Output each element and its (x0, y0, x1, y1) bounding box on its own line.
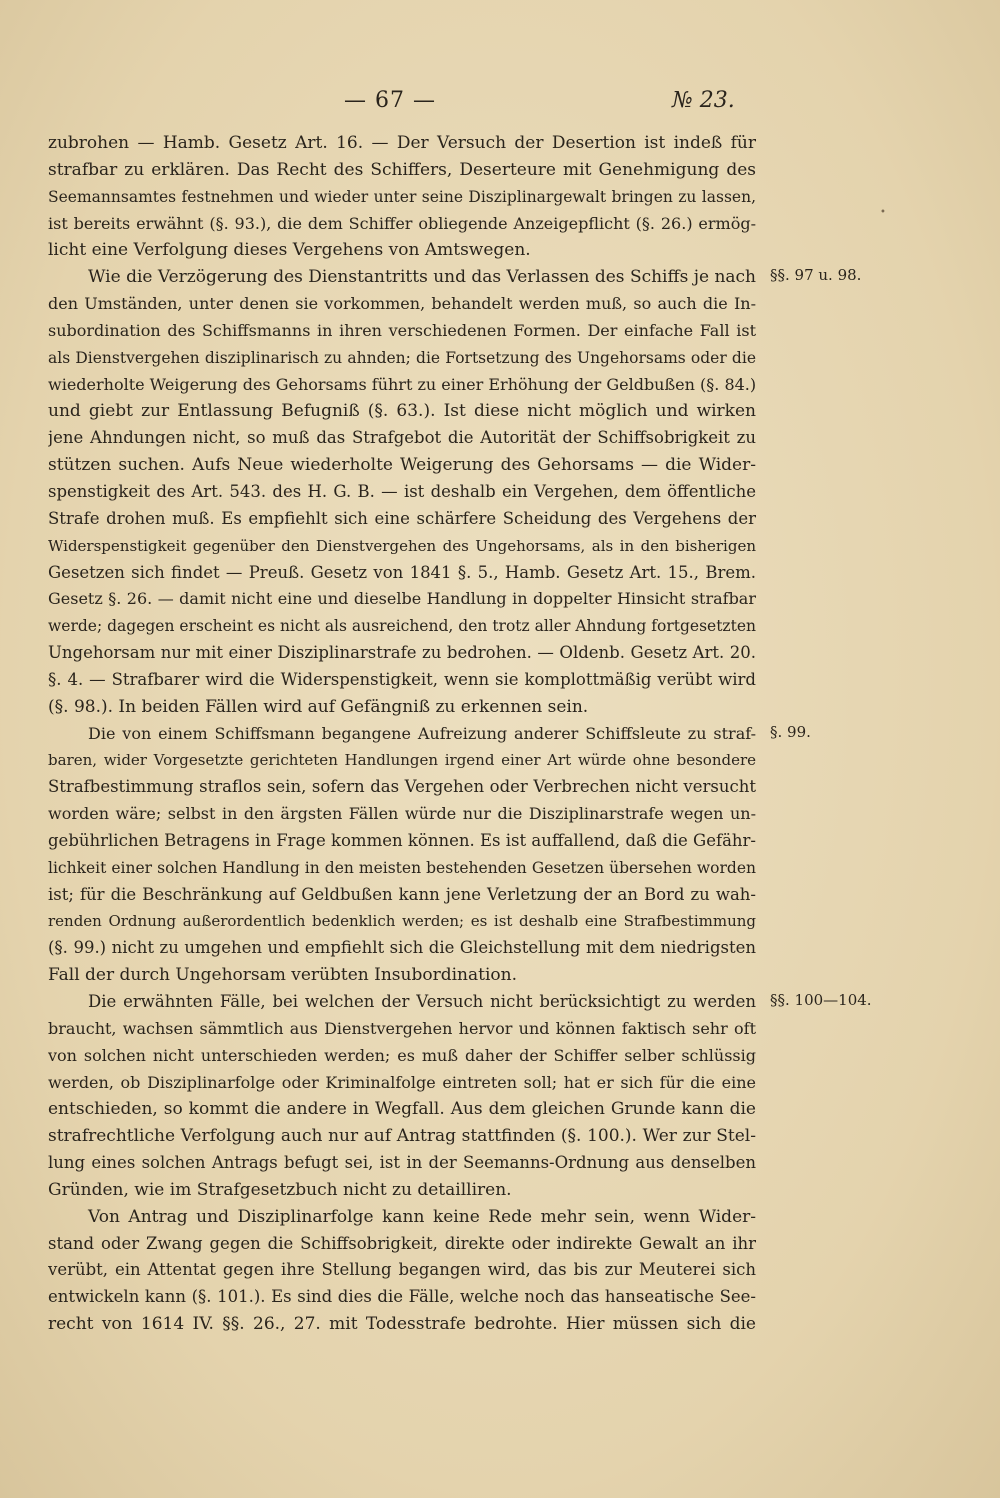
page-number: — 67 — (344, 88, 436, 113)
text-line: wiederholte Weigerung des Gehorsams führt zu einer Erhöhung der Geldbußen (§. 84.) (48, 374, 756, 394)
text-line: Gründen, wie im Strafgesetzbuch nicht zu detailliren. (48, 1179, 512, 1200)
text-line: ist bereits erwähnt (§. 93.), die dem Schiffer obliegende Anzeigepflicht (§. 26.) ermög- (48, 213, 756, 233)
margin-note: §§. 100—104. (770, 991, 872, 1010)
text-line: stützen suchen. Aufs Neue wiederholte Weigerung des Gehorsams — die Wider- (48, 455, 756, 476)
text-line: licht eine Verfolgung dieses Vergehens von Amtswegen. (48, 240, 531, 261)
text-line: §. 4. — Strafbarer wird die Widerspenstigkeit, wenn sie komplottmäßig verübt wird (48, 669, 756, 689)
text-line: Von Antrag und Disziplinarfolge kann keine Rede mehr sein, wenn Wider- (88, 1206, 756, 1227)
text-line: von solchen nicht unterschieden werden; es muß daher der Schiffer selber schlüssig (48, 1045, 756, 1065)
text-line: Seemannsamtes festnehmen und wieder unter seine Disziplinargewalt bringen zu lassen, (48, 187, 756, 206)
text-line: werde; dagegen erscheint es nicht als ausreichend, den trotz aller Ahndung fortgesetzten (48, 617, 756, 636)
margin-note: §. 99. (770, 722, 811, 741)
text-line: Die von einem Schiffsmann begangene Aufreizung anderer Schiffsleute zu straf- (88, 723, 756, 743)
text-line: Widerspenstigkeit gegenüber den Dienstvergehen des Ungehorsams, als in den bisherigen (48, 536, 756, 555)
text-line: stand oder Zwang gegen die Schiffsobrigkeit, direkte oder indirekte Gewalt an ihr (48, 1233, 756, 1253)
text-line: renden Ordnung außerordentlich bedenklich werden; es ist deshalb eine Strafbestimmung (48, 912, 756, 931)
text-line: Die erwähnten Fälle, bei welchen der Versuch nicht berücksichtigt zu werden (88, 992, 756, 1011)
text-line: werden, ob Disziplinarfolge oder Kriminalfolge eintreten soll; hat er sich für die eine (48, 1072, 756, 1092)
text-line: gebührlichen Betragens in Frage kommen können. Es ist auffallend, daß die Gefähr- (48, 830, 756, 850)
text-line: strafbar zu erklären. Das Recht des Schiffers, Deserteure mit Genehmigung des (48, 159, 756, 180)
text-line: entschieden, so kommt die andere in Wegfall. Aus dem gleichen Grunde kann die (48, 1099, 756, 1120)
text-line: als Dienstvergehen disziplinarisch zu ahnden; die Fortsetzung des Ungehorsams oder die (48, 348, 756, 367)
text-line: Ungehorsam nur mit einer Disziplinarstrafe zu bedrohen. — Oldenb. Gesetz Art. 20. (48, 643, 756, 663)
text-line: Strafbestimmung straflos sein, sofern das Vergehen oder Verbrechen nicht versucht (48, 777, 756, 797)
text-line: strafrechtliche Verfolgung auch nur auf Antrag stattfinden (§. 100.). Wer zur Stel- (48, 1126, 756, 1147)
text-line: (§. 98.). In beiden Fällen wird auf Gefängniß zu erkennen sein. (48, 696, 589, 717)
margin-note: §§. 97 u. 98. (770, 266, 862, 285)
text-line: verübt, ein Attentat gegen ihre Stellung begangen wird, das bis zur Meuterei sich (48, 1260, 756, 1280)
page-header (0, 88, 1000, 120)
text-line: ist; für die Beschränkung auf Geldbußen kann jene Verletzung der an Bord zu wah- (48, 884, 756, 904)
body-text (48, 130, 756, 1338)
text-line: worden wäre; selbst in den ärgsten Fällen würde nur die Disziplinarstrafe wegen un- (48, 804, 756, 824)
text-line: braucht, wachsen sämmtlich aus Dienstvergehen hervor und können faktisch sehr oft (48, 1018, 756, 1038)
text-line: den Umständen, unter denen sie vorkommen, behandelt werden muß, so auch die In- (48, 294, 756, 314)
text-line: lichkeit einer solchen Handlung in den meisten bestehenden Gesetzen übersehen worden (48, 858, 756, 877)
text-line: Fall der durch Ungehorsam verübten Insubordination. (48, 965, 517, 986)
text-line: Wie die Verzögerung des Dienstantritts und das Verlassen des Schiffs je nach (88, 267, 756, 288)
text-line: zubrohen — Hamb. Gesetz Art. 16. — Der Versuch der Desertion ist indeß für (48, 133, 756, 153)
text-line: entwickeln kann (§. 101.). Es sind dies die Fälle, welche noch das hanseatische See- (48, 1287, 756, 1307)
text-line: lung eines solchen Antrags befugt sei, ist in der Seemanns-Ordnung aus denselben (48, 1153, 756, 1173)
document-number: № 23. (672, 88, 735, 113)
ink-spot-icon: • (880, 207, 886, 218)
text-line: und giebt zur Entlassung Befugniß (§. 63.). Ist diese nicht möglich und wirken (48, 401, 756, 422)
text-line: jene Ahndungen nicht, so muß das Strafgebot die Autorität der Schiffsobrigkeit zu (48, 428, 756, 448)
text-line: Strafe drohen muß. Es empfiehlt sich eine schärfere Scheidung des Vergehens der (48, 508, 756, 528)
text-line: (§. 99.) nicht zu umgehen und empfiehlt sich die Gleichstellung mit dem niedrigsten (48, 938, 756, 958)
text-line: Gesetz §. 26. — damit nicht eine und dieselbe Handlung in doppelter Hinsicht strafbar (48, 589, 756, 609)
text-line: subordination des Schiffsmanns in ihren verschiedenen Formen. Der einfache Fall ist (48, 320, 756, 340)
text-line: spenstigkeit des Art. 543. des H. G. B. — ist deshalb ein Vergehen, dem öffentliche (48, 481, 756, 501)
text-line: baren, wider Vorgesetzte gerichteten Handlungen irgend einer Art würde ohne besondere (48, 751, 756, 770)
text-line: recht von 1614 IV. §§. 26., 27. mit Todesstrafe bedrohte. Hier müssen sich die (48, 1314, 756, 1335)
text-line: Gesetzen sich findet — Preuß. Gesetz von 1841 §. 5., Hamb. Gesetz Art. 15., Brem. (48, 562, 756, 582)
